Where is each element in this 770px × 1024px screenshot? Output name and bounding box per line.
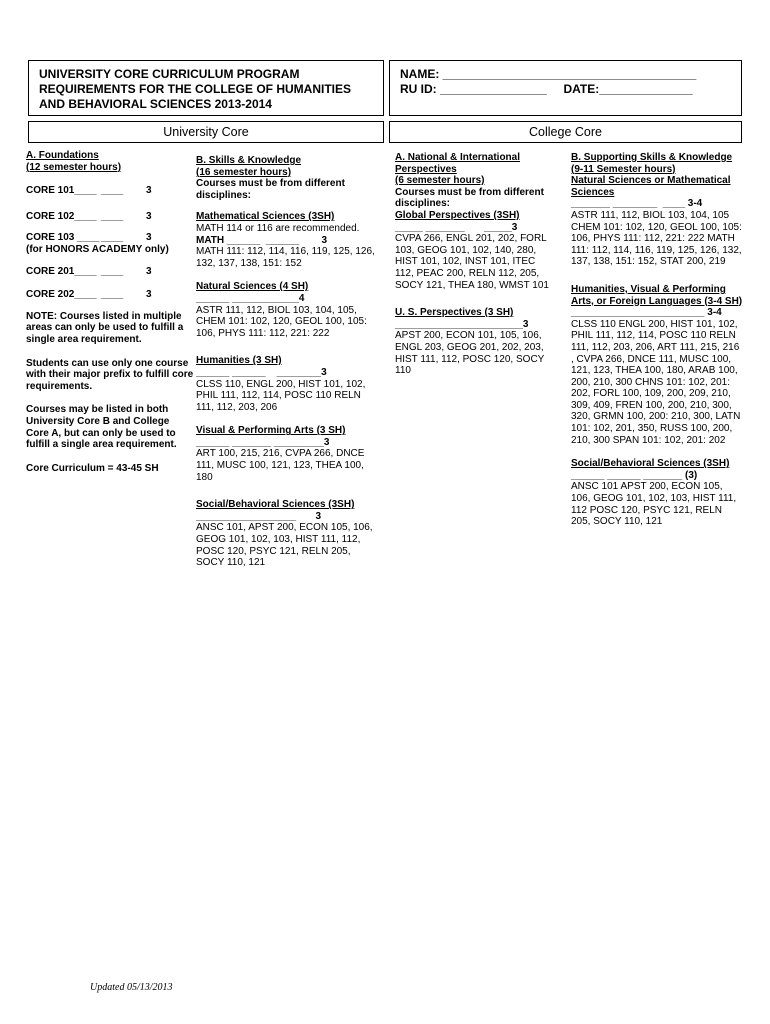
- natural-entry-line[interactable]: ______ ____________4: [196, 292, 305, 304]
- supp-natural-title: Natural Sciences or Mathematical Sciences: [571, 175, 731, 198]
- natural-courses: ASTR 111, 112, BIOL 103, 104, 105, CHEM 101: 102, 120, GEOL 100, 105: 106, PHYS 111: 112, 221: 222: [196, 304, 367, 339]
- multiple-area-note: NOTE: Courses listed in multiple areas can only be used to fulfill a single area requirement.: [26, 310, 184, 345]
- supp-natural-entry-line[interactable]: _______ ________ ____ 3-4: [571, 198, 703, 210]
- arts-courses: ART 100, 215, 216, CVPA 266, DNCE 111, MUSC 100, 121, 123, THEA 100, 180: [196, 448, 365, 483]
- major-prefix-note: Students can use only one course with their major prefix to fulfill core requirements.: [26, 357, 194, 392]
- supp-natural-courses: ASTR 111, 112, BIOL 103, 104, 105 CHEM 101: 102, 120, GEOL 100, 105: 106, PHYS 111: 112, 221: 222 MATH 111: 112, 114, 116, 119, 125, 126, 132, 137, 138, 151: 152, STAT 200, 219: [571, 209, 742, 268]
- program-title-box: [28, 60, 384, 116]
- core-course[interactable]: CORE 202____: [26, 289, 97, 301]
- math-courses: MATH 111: 112, 114, 116, 119, 125, 126, 132, 137, 138, 151: 152: [196, 246, 375, 269]
- us-entry-line[interactable]: _______________________3: [395, 318, 529, 330]
- name-field[interactable]: NAME: ______________________________________: [400, 67, 697, 81]
- skills-title: B. Skills & Knowledge: [196, 155, 302, 166]
- core-blank[interactable]: ____: [101, 265, 124, 277]
- math-title: Mathematical Sciences (3SH): [196, 211, 335, 223]
- supp-social-courses: ANSC 101 APST 200, ECON 105, 106, GEOG 101, 102, 103, HIST 111, 112 POSC 120, PSYC 121, RELN 205, SOCY 110, 121: [571, 481, 737, 528]
- skills-column: [196, 155, 378, 569]
- us-courses: APST 200, ECON 101, 105, 106, ENGL 203, GEOG 201, 202, 203, HIST 111, 112, POSC 120, SOCY 110: [395, 330, 545, 377]
- core-credits: 3: [146, 289, 152, 301]
- core-row: [26, 185, 194, 197]
- core-row: [26, 266, 194, 278]
- title-line-3: AND BEHAVIORAL SCIENCES 2013-2014: [39, 97, 272, 111]
- national-title: A. National & International Perspectives: [395, 152, 521, 175]
- core-total: Core Curriculum = 43-45 SH: [26, 462, 159, 474]
- national-hours: (6 semester hours): [395, 175, 485, 187]
- supp-social-title: Social/Behavioral Sciences (3SH): [571, 458, 730, 470]
- math-entry-line[interactable]: MATH ______ ______ 3: [196, 234, 328, 246]
- arts-entry-line[interactable]: ______ _______ _________3: [196, 436, 330, 448]
- foundations-title: A. Foundations: [26, 150, 99, 161]
- humanities-courses: CLSS 110, ENGL 200, HIST 101, 102, PHIL 111, 112, 114, POSC 110 RELN 111, 112, 203, 206: [196, 378, 366, 413]
- core-course[interactable]: CORE 103 ____: [26, 232, 100, 244]
- core-credits: 3: [146, 265, 152, 277]
- humanities-title: Humanities (3 SH): [196, 355, 282, 367]
- natural-title: Natural Sciences (4 SH): [196, 281, 309, 293]
- global-courses: CVPA 266, ENGL 201, 202, FORL 103, GEOG 101, 102, 140, 280, HIST 101, 102, INST 101, ITEC 112, PEAC 200, RELN 112, 205, SOCY 121, THEA 180, WMST 101: [395, 233, 549, 291]
- title-line-2: REQUIREMENTS FOR THE COLLEGE OF HUMANITIES: [39, 82, 352, 96]
- dual-listing-note: Courses may be listed in both University Core B and College Core A, but can only be used to fulfill a single area requirement.: [26, 404, 177, 451]
- college-core-header: College Core: [389, 121, 742, 143]
- core-course[interactable]: CORE 201____: [26, 265, 97, 277]
- foundations-column: [26, 150, 194, 474]
- core-course[interactable]: CORE 102____: [26, 210, 97, 222]
- title-line-1: UNIVERSITY CORE CURRICULUM PROGRAM: [39, 67, 300, 81]
- university-core-header: University Core: [28, 121, 384, 143]
- core-blank[interactable]: ____: [101, 289, 124, 301]
- math-recommendation: MATH 114 or 116 are recommended.: [196, 222, 360, 234]
- global-entry-line[interactable]: _____ _______ _____3: [395, 221, 518, 233]
- foundations-hours: (12 semester hours): [26, 161, 122, 173]
- core-row: [26, 232, 194, 244]
- updated-date: Updated 05/13/2013: [90, 982, 173, 993]
- supporting-column: [571, 152, 743, 528]
- supporting-title: B. Supporting Skills & Knowledge: [571, 152, 733, 163]
- social-entry-line[interactable]: __________________ 3: [196, 510, 322, 522]
- core-blank[interactable]: ____: [101, 185, 124, 197]
- ruid-date-field[interactable]: RU ID: ________________ DATE:______________: [400, 82, 693, 96]
- social-courses: ANSC 101, APST 200, ECON 105, 106, GEOG 101, 102, 103, HIST 111, 112, POSC 120, PSYC 121, RELN 205, SOCY 110, 121: [196, 522, 373, 569]
- core-credits: 3: [146, 185, 152, 197]
- core-course[interactable]: CORE 101____: [26, 185, 97, 197]
- social-title: Social/Behavioral Sciences (3SH): [196, 499, 355, 511]
- supporting-hours: (9-11 Semester hours): [571, 163, 676, 175]
- supp-humanities-courses: CLSS 110 ENGL 200, HIST 101, 102, PHIL 111, 112, 114, POSC 110 RELN 111, 112, 203, 206, ART 111, 215, 216 , CVPA 266, DNCE 111, MUSC 100, 121, 123, THEA 100, 180, ARAB 100, 200, 210, 300 CHNS 101: 102, 201: 202, FORL 100, 109, 200, 209, 210, 309, 409, FREN 100, 200, 210, 300, 320, GRMN 100, 200: 210, 300, LATN 101: 102, 201, 350, RUSS 100, 200, 210, 300 SPAN 101: 102, 201: 202: [571, 318, 741, 446]
- core-credits: 3: [146, 232, 152, 244]
- student-info-box: [389, 60, 742, 116]
- supp-social-entry-line[interactable]: ______ ______ _______ (3): [571, 469, 698, 481]
- national-note: Courses must be from different disciplines:: [395, 186, 544, 210]
- honors-note: (for HONORS ACADEMY only): [26, 243, 169, 255]
- supp-humanities-title: Humanities, Visual & Performing Arts, or Foreign Languages (3-4 SH): [571, 283, 743, 307]
- core-blank[interactable]: ____: [101, 232, 124, 244]
- core-row: [26, 211, 194, 223]
- core-blank[interactable]: ____: [101, 210, 124, 222]
- skills-note: Courses must be from different disciplines:: [196, 178, 345, 201]
- supp-humanities-entry-line[interactable]: ________________________ 3-4: [571, 307, 722, 319]
- core-credits: 3: [146, 210, 152, 222]
- humanities-entry-line[interactable]: ______ ______ ________3: [196, 366, 327, 378]
- skills-hours: (16 semester hours): [196, 166, 292, 178]
- core-row: [26, 289, 194, 301]
- global-title: Global Perspectives (3SH): [395, 209, 520, 221]
- us-title: U. S. Perspectives (3 SH): [395, 307, 514, 319]
- arts-title: Visual & Performing Arts (3 SH): [196, 425, 346, 437]
- national-column: [395, 152, 555, 377]
